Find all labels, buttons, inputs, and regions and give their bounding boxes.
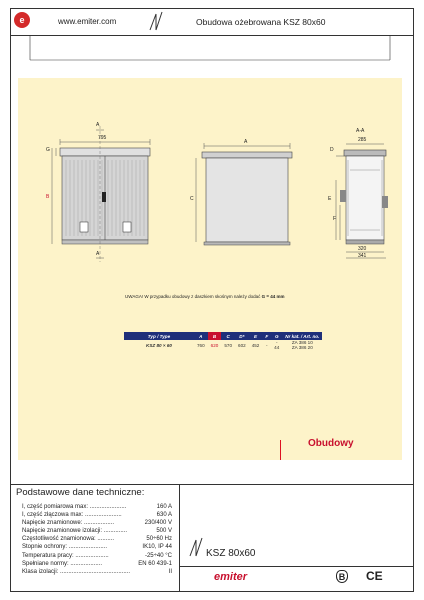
- list-item: [22, 503, 172, 511]
- page-title: Obudowa ożebrowana KSZ 80x60: [196, 17, 326, 27]
- tech-label: I, część pomiarowa max: ......................: [22, 504, 127, 510]
- cell-f: -: [266, 342, 268, 348]
- cell-art-bottom: ZA 386 20: [291, 345, 313, 350]
- cell-b: 620: [210, 342, 219, 348]
- side-width-label: A: [244, 139, 248, 145]
- cell-e: 452: [251, 342, 260, 348]
- cell-d: 602: [238, 342, 246, 348]
- footer-divider: [180, 566, 414, 567]
- website-url[interactable]: www.emiter.com: [58, 17, 117, 26]
- tech-value: 630 A: [156, 512, 172, 519]
- section-bottom-dim2: 341: [358, 253, 367, 259]
- tech-label: Klasa izolacji: ..........................................: [22, 568, 131, 575]
- emiter-logo-icon: e: [14, 12, 30, 28]
- front-side-label: G: [46, 147, 50, 153]
- section-title: A-A: [356, 128, 365, 134]
- cell-c: 570: [224, 342, 233, 348]
- section-e-label: E: [328, 196, 332, 202]
- cell-art-no: [282, 340, 322, 350]
- tech-label: Stopnie ochrony: .......................: [22, 544, 108, 551]
- category-label: Obudowy: [308, 438, 354, 449]
- list-item: [22, 568, 172, 576]
- cell-type: KSZ 80 × 60: [146, 342, 172, 348]
- section-top-dim: 285: [358, 137, 367, 143]
- tech-label: I, część złączowa max: ......................: [22, 512, 122, 519]
- list-item: [22, 511, 172, 519]
- header-art-no: Nr kat. / Art. no.: [282, 332, 322, 340]
- header-e: E: [249, 332, 263, 340]
- spec-table: [124, 332, 322, 350]
- tech-value: -25÷40 °C: [144, 552, 172, 559]
- tech-value: EN 60 439-1: [138, 560, 172, 567]
- section-d-label: D: [330, 147, 334, 153]
- tech-label: Temperatura pracy: ....................: [22, 552, 109, 559]
- section-f-label: F: [333, 216, 337, 222]
- front-width-label: 795: [98, 135, 107, 141]
- header-d: D*: [235, 332, 249, 340]
- ce-mark-icon: CE: [366, 569, 383, 583]
- tech-label: Spełniane normy: ...................: [22, 560, 103, 567]
- header-c: C: [221, 332, 235, 340]
- tech-data-title: Podstawowe dane techniczne:: [16, 487, 145, 498]
- table-row: [124, 340, 322, 350]
- tech-value: 50÷60 Hz: [146, 536, 172, 543]
- note-text-bold: G = 44 mm: [261, 294, 285, 299]
- spec-table-header-row: [124, 332, 322, 340]
- section-bottom-dim1: 320: [358, 246, 367, 252]
- list-item: [22, 535, 172, 543]
- front-section-label-top: A: [96, 122, 100, 128]
- tech-label: Napięcie znamionowe izolacji: ..............: [22, 528, 128, 535]
- tech-value: II: [168, 568, 172, 575]
- front-height-label: B: [46, 194, 50, 200]
- list-item: [22, 552, 172, 560]
- tech-data-list: [22, 503, 172, 576]
- tech-label: Napięcie znamionowe: ..................: [22, 520, 115, 527]
- tech-label: Częstotliwość znamionowa: ..........: [22, 536, 115, 543]
- header-type: Typ / Type: [124, 332, 194, 340]
- front-section-label-bottom: A: [96, 251, 100, 257]
- note-text-main: UWAGA! W przypadku obudowy z daszkiem skośnym należy dodać: [125, 294, 262, 299]
- tech-value: 230/400 V: [144, 520, 172, 527]
- note-text: [125, 294, 285, 299]
- b-certification-icon: B: [336, 570, 348, 583]
- category-divider: [280, 440, 281, 460]
- cell-g: [271, 340, 282, 350]
- list-item: [22, 519, 172, 527]
- drawing-area: [18, 78, 402, 460]
- header-b: B: [208, 332, 222, 340]
- model-name: KSZ 80x60: [206, 548, 256, 559]
- cell-a: 760: [197, 342, 205, 348]
- list-item: [22, 543, 172, 551]
- cell-art-top: ZA 386 10: [291, 340, 313, 345]
- header-f: F: [262, 332, 271, 340]
- cell-g-bottom: 44: [274, 345, 280, 350]
- cell-g-top: -: [275, 340, 278, 345]
- tech-value: 160 A: [156, 504, 172, 510]
- emiter-brand-logo: emiter: [214, 571, 248, 583]
- side-height-label: C: [190, 196, 194, 202]
- tech-value: IK10, IP 44: [142, 544, 172, 551]
- list-item: [22, 527, 172, 535]
- header-g: G: [271, 332, 282, 340]
- tech-value: 500 V: [156, 528, 172, 535]
- list-item: [22, 560, 172, 568]
- header-a: A: [194, 332, 208, 340]
